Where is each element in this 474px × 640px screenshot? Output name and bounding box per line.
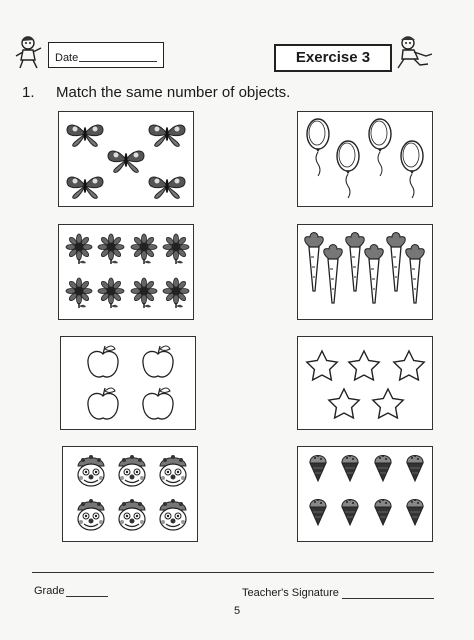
page-number: 5 bbox=[233, 605, 241, 617]
panel-apples[interactable] bbox=[60, 336, 196, 430]
carrot-icon bbox=[406, 245, 425, 304]
balloon-icon bbox=[337, 141, 359, 198]
star-icon bbox=[307, 351, 337, 380]
ice-cream-cone-icon bbox=[407, 499, 423, 525]
date-write-line bbox=[79, 61, 157, 62]
balloon-icon bbox=[307, 119, 329, 176]
balloon-icon bbox=[401, 141, 423, 198]
ice-cream-cone-icon bbox=[407, 455, 423, 481]
ice-cream-cone-icon bbox=[310, 499, 326, 525]
clown-face-icon bbox=[78, 499, 104, 530]
date-field[interactable] bbox=[48, 42, 164, 68]
clown-face-icon bbox=[160, 455, 186, 486]
balloon-icon bbox=[369, 119, 391, 176]
apple-icon bbox=[88, 346, 118, 377]
apple-icon bbox=[143, 388, 173, 419]
cartoon-kid-right-icon bbox=[394, 34, 434, 72]
question-number: 1. bbox=[22, 84, 35, 101]
carrot-icon bbox=[365, 245, 384, 304]
sunflower-icon bbox=[98, 278, 124, 308]
clown-face-icon bbox=[78, 455, 104, 486]
ice-cream-cone-icon bbox=[342, 499, 358, 525]
sunflower-icon bbox=[163, 278, 189, 308]
ice-cream-cone-icon bbox=[310, 455, 326, 481]
star-icon bbox=[373, 389, 403, 418]
exercise-title: Exercise 3 bbox=[274, 44, 392, 72]
clown-face-icon bbox=[119, 499, 145, 530]
star-icon bbox=[329, 389, 359, 418]
panel-stars[interactable] bbox=[297, 336, 433, 430]
butterfly-icon bbox=[108, 151, 144, 172]
ice-cream-cone-icon bbox=[375, 455, 391, 481]
date-label: Date bbox=[55, 52, 79, 64]
butterfly-icon bbox=[149, 177, 185, 198]
sunflower-icon bbox=[66, 234, 92, 264]
apple-icon bbox=[143, 346, 173, 377]
grade-field[interactable] bbox=[66, 596, 108, 597]
ice-cream-cone-icon bbox=[375, 499, 391, 525]
sunflower-icon bbox=[98, 234, 124, 264]
star-icon bbox=[394, 351, 424, 380]
clown-face-icon bbox=[119, 455, 145, 486]
butterfly-icon bbox=[149, 125, 185, 146]
ice-cream-cone-icon bbox=[342, 455, 358, 481]
butterfly-icon bbox=[67, 125, 103, 146]
panel-ice-cream-cones[interactable] bbox=[297, 446, 433, 542]
panel-butterflies[interactable] bbox=[58, 111, 194, 207]
teacher-signature-field[interactable] bbox=[342, 598, 434, 599]
butterfly-icon bbox=[67, 177, 103, 198]
carrot-icon bbox=[305, 233, 324, 292]
apple-icon bbox=[88, 388, 118, 419]
panel-clown-faces[interactable] bbox=[62, 446, 198, 542]
sunflower-icon bbox=[131, 234, 157, 264]
question-instruction: Match the same number of objects. bbox=[56, 84, 291, 101]
cartoon-kid-left-icon bbox=[14, 34, 44, 70]
carrot-icon bbox=[324, 245, 343, 304]
sunflower-icon bbox=[163, 234, 189, 264]
footer-divider bbox=[32, 572, 434, 573]
clown-face-icon bbox=[160, 499, 186, 530]
sunflower-icon bbox=[131, 278, 157, 308]
grade-label: Grade bbox=[34, 585, 65, 597]
carrot-icon bbox=[346, 233, 365, 292]
panel-balloons[interactable] bbox=[297, 111, 433, 207]
sunflower-icon bbox=[66, 278, 92, 308]
star-icon bbox=[349, 351, 379, 380]
panel-sunflowers[interactable] bbox=[58, 224, 194, 320]
panel-carrots[interactable] bbox=[297, 224, 433, 320]
teacher-signature-label: Teacher's Signature bbox=[242, 587, 339, 599]
carrot-icon bbox=[387, 233, 406, 292]
